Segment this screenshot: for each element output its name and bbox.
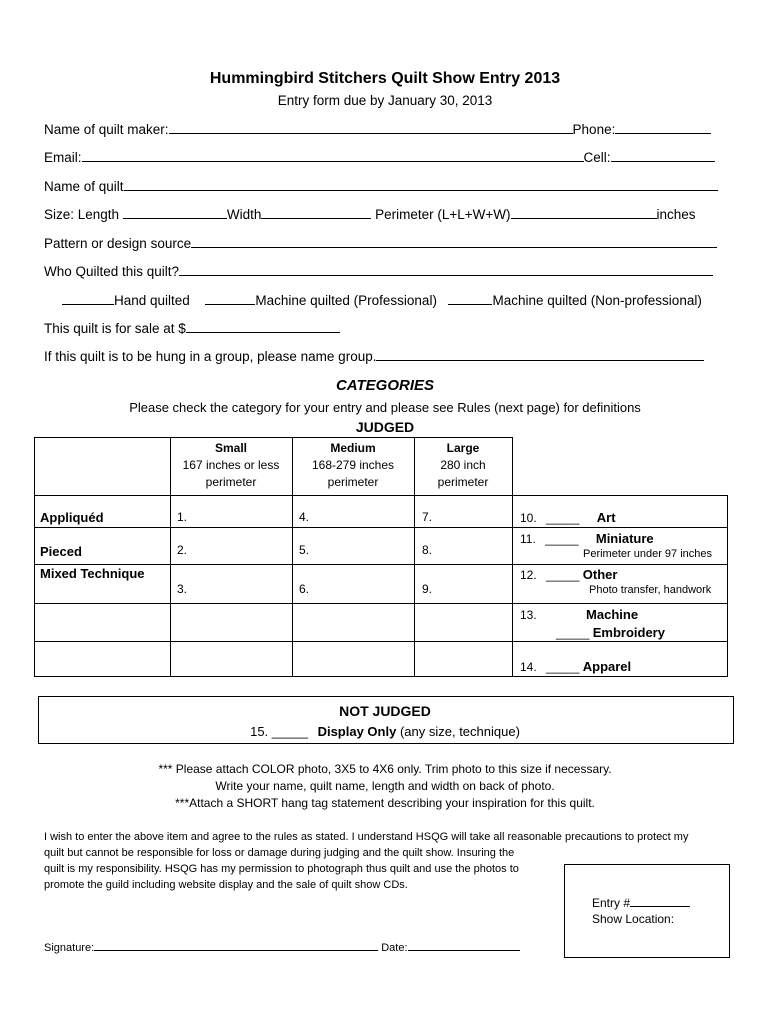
special-14[interactable] — [520, 659, 631, 674]
machine-pro-blank[interactable] — [205, 292, 255, 305]
special-12-note: Photo transfer, handwork — [589, 584, 712, 596]
perimeter-field[interactable] — [511, 206, 657, 219]
size-row — [44, 206, 696, 222]
special-12-num: 12. — [520, 568, 537, 582]
special-10-name: Art — [596, 510, 616, 525]
cell-7[interactable]: 7. — [422, 510, 433, 524]
cell-6[interactable]: 6. — [299, 582, 310, 596]
hand-quilted-label: Hand quilted — [114, 293, 190, 308]
column-small-name: Small — [214, 441, 247, 455]
cell-8[interactable]: 8. — [422, 543, 433, 557]
agreement-line-2: quilt but cannot be responsible for loss or damage during judging and the quilt show. Insuring the — [44, 847, 515, 859]
column-small-line1: 167 inches or less — [182, 458, 280, 472]
form-subtitle: Entry form due by January 30, 2013 — [277, 93, 493, 108]
agreement-line-3: quilt is my responsibility. HSQG has my permission to photograph thus quilt and use the photos to — [44, 863, 519, 875]
pattern-field[interactable] — [191, 235, 717, 248]
special-13-blank[interactable]: _____ — [556, 626, 590, 640]
for-sale-field[interactable] — [186, 320, 340, 333]
categories-heading: CATEGORIES — [335, 377, 435, 394]
who-quilted-label: Who Quilted this quilt? — [44, 264, 180, 279]
signature-field[interactable] — [94, 940, 378, 951]
hand-quilted-blank[interactable] — [62, 292, 114, 305]
width-label: Width — [226, 207, 262, 222]
column-small — [170, 440, 292, 491]
special-11-name: Miniature — [595, 531, 654, 546]
special-13-num: 13. — [520, 608, 537, 622]
entry-box — [564, 864, 730, 958]
quilt-maker-field[interactable] — [169, 121, 573, 134]
photo-note-2: Write your name, quilt name, length and width on back of photo. — [215, 779, 555, 793]
column-large — [414, 440, 512, 491]
width-field[interactable] — [261, 206, 371, 219]
machine-nonpro-label: Machine quilted (Non-professional) — [492, 293, 702, 308]
not-judged-blank[interactable]: _____ — [271, 724, 308, 739]
cell-label: Cell: — [583, 150, 611, 165]
judged-heading-text: JUDGED — [355, 419, 415, 435]
photo-note-3: ***Attach a SHORT hang tag statement describing your inspiration for this quilt. — [175, 796, 595, 810]
email-label: Email: — [44, 150, 82, 165]
special-11[interactable] — [520, 531, 654, 546]
special-11-num: 11. — [520, 532, 536, 546]
display-only-qualifier: (any size, technique) — [399, 724, 520, 739]
photo-note-1: *** Please attach COLOR photo, 3X5 to 4X6 only. Trim photo to this size if necessary. — [158, 762, 612, 776]
column-medium-line2: perimeter — [327, 475, 379, 489]
column-large-line2: perimeter — [437, 475, 489, 489]
special-14-name: Apparel — [582, 659, 632, 674]
perimeter-label: Perimeter (L+L+W+W) — [375, 207, 511, 222]
row-label-appliqued: Appliquéd — [40, 510, 104, 525]
for-sale-row — [44, 320, 340, 336]
column-large-line1: 280 inch — [440, 458, 486, 472]
quilt-name-row — [44, 178, 718, 194]
special-10-num: 10. — [520, 511, 537, 525]
group-field[interactable] — [376, 348, 704, 361]
row-label-pieced: Pieced — [40, 544, 82, 559]
column-large-name: Large — [446, 441, 480, 455]
row-label-mixed: Mixed Technique — [40, 566, 145, 581]
quilt-maker-label: Name of quilt maker: — [44, 122, 169, 137]
pattern-label: Pattern or design source — [44, 236, 192, 251]
email-field[interactable] — [82, 149, 584, 162]
cell-field[interactable] — [611, 149, 715, 162]
column-small-line2: perimeter — [205, 475, 257, 489]
machine-nonpro-blank[interactable] — [448, 292, 492, 305]
date-label: Date: — [381, 942, 408, 954]
signature-label: Signature: — [44, 942, 95, 954]
cell-5[interactable]: 5. — [299, 543, 310, 557]
machine-pro-label: Machine quilted (Professional) — [255, 293, 437, 308]
entry-number-row — [592, 895, 690, 910]
group-label: If this quilt is to be hung in a group, please name group. — [44, 349, 377, 364]
entry-number-field[interactable] — [630, 895, 690, 907]
special-13b[interactable] — [556, 625, 665, 640]
special-14-num: 14. — [520, 660, 537, 674]
signature-row — [44, 940, 520, 954]
special-13-name: Machine — [586, 607, 639, 622]
not-judged-num: 15. — [250, 724, 269, 739]
not-judged-heading: NOT JUDGED — [339, 703, 431, 719]
phone-label: Phone: — [572, 122, 616, 137]
who-quilted-field[interactable] — [179, 263, 713, 276]
length-field[interactable] — [123, 206, 227, 219]
cell-9[interactable]: 9. — [422, 582, 433, 596]
group-row — [44, 348, 704, 364]
agreement-line-4: promote the guild including website display and the sale of quilt show CDs. — [44, 879, 408, 891]
cell-2[interactable]: 2. — [177, 543, 188, 557]
not-judged-row — [38, 724, 732, 739]
special-11-note: Perimeter under 97 inches — [583, 548, 713, 560]
show-location-label: Show Location: — [592, 912, 675, 926]
column-medium-line1: 168-279 inches — [311, 458, 395, 472]
phone-field[interactable] — [615, 121, 711, 134]
quilt-name-label: Name of quilt — [44, 179, 124, 194]
special-11-blank[interactable]: _____ — [545, 532, 579, 546]
cell-3[interactable]: 3. — [177, 582, 188, 596]
special-13[interactable] — [520, 607, 638, 622]
quilt-maker-row — [44, 121, 711, 137]
special-14-blank[interactable]: _____ — [546, 660, 580, 674]
form-title: Hummingbird Stitchers Quilt Show Entry 2013 — [209, 70, 561, 87]
special-12[interactable] — [520, 567, 617, 582]
length-label: Size: Length — [44, 207, 120, 222]
agreement-line-1: I wish to enter the above item and agree to the rules as stated. I understand HSQG will take all reasonable precautions to protect my — [44, 831, 689, 843]
categories-instruction: Please check the category for your entry and please see Rules (next page) for definitions — [129, 400, 641, 415]
cell-4[interactable]: 4. — [299, 510, 310, 524]
date-field[interactable] — [408, 940, 520, 951]
quilting-type-row — [62, 292, 702, 308]
email-row — [44, 149, 715, 165]
for-sale-label: This quilt is for sale at $ — [44, 321, 186, 336]
inches-label: inches — [656, 207, 696, 222]
special-12-name: Other — [582, 567, 618, 582]
special-10-blank[interactable]: _____ — [546, 511, 580, 525]
column-medium-name: Medium — [330, 441, 376, 455]
entry-number-label: Entry # — [592, 896, 631, 910]
who-quilted-row — [44, 263, 713, 279]
special-13-name2: Embroidery — [592, 625, 665, 640]
quilt-name-field[interactable] — [124, 178, 718, 191]
pattern-row — [44, 235, 717, 251]
special-12-blank[interactable]: _____ — [546, 568, 580, 582]
cell-1[interactable]: 1. — [177, 510, 188, 524]
column-medium — [292, 440, 414, 491]
display-only-label: Display Only — [317, 724, 397, 739]
special-10[interactable] — [520, 510, 616, 525]
